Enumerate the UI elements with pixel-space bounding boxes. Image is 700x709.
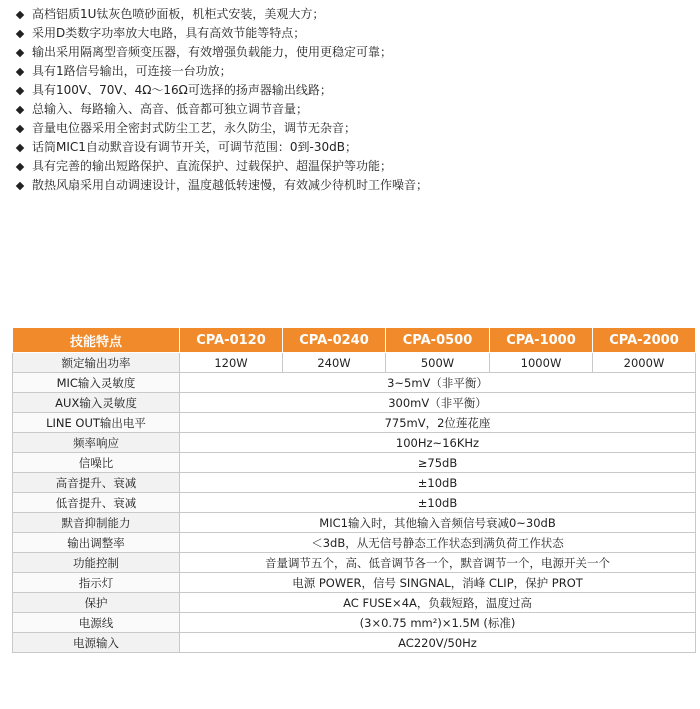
diamond-bullet-icon — [16, 67, 24, 75]
spec-label: 保护 — [13, 593, 180, 613]
table-row — [13, 413, 696, 433]
spec-value: 100Hz~16KHz — [180, 433, 696, 453]
spec-value: MIC1输入时，其他输入音频信号衰减0~30dB — [180, 513, 696, 533]
diamond-bullet-icon — [16, 124, 24, 132]
feature-item — [15, 138, 695, 157]
spec-value: ＜3dB，从无信号静态工作状态到满负荷工作状态 — [180, 533, 696, 553]
model-header: CPA-2000 — [593, 328, 696, 353]
diamond-bullet-icon — [16, 143, 24, 151]
spec-label: 额定输出功率 — [13, 353, 180, 373]
spec-value: AC FUSE×4A，负载短路，温度过高 — [180, 593, 696, 613]
spec-label: 电源线 — [13, 613, 180, 633]
spec-label: 功能控制 — [13, 553, 180, 573]
feature-item — [15, 5, 695, 24]
table-row — [13, 573, 696, 593]
table-row — [13, 433, 696, 453]
table-row — [13, 473, 696, 493]
feature-text: 输出采用隔离型音频变压器，有效增强负载能力，使用更稳定可靠； — [32, 45, 393, 59]
diamond-bullet-icon — [16, 105, 24, 113]
spec-value: 音量调节五个，高、低音调节各一个，默音调节一个，电源开关一个 — [180, 553, 696, 573]
power-value: 500W — [386, 353, 490, 373]
power-value: 240W — [283, 353, 386, 373]
feature-text: 总输入、每路输入、高音、低音都可独立调节音量； — [32, 102, 309, 116]
table-row — [13, 393, 696, 413]
feature-item — [15, 119, 695, 138]
power-value: 1000W — [490, 353, 593, 373]
spec-label: 频率响应 — [13, 433, 180, 453]
spec-value: AC220V/50Hz — [180, 633, 696, 653]
spec-header-row — [13, 328, 696, 353]
diamond-bullet-icon — [16, 86, 24, 94]
model-header: CPA-1000 — [490, 328, 593, 353]
feature-item — [15, 157, 695, 176]
spec-value: 电源 POWER，信号 SINGNAL，消峰 CLIP，保护 PROT — [180, 573, 696, 593]
spec-label: 指示灯 — [13, 573, 180, 593]
table-row — [13, 353, 696, 373]
spec-table — [12, 327, 696, 653]
power-value: 120W — [180, 353, 283, 373]
model-header: CPA-0120 — [180, 328, 283, 353]
spec-label: LINE OUT输出电平 — [13, 413, 180, 433]
diamond-bullet-icon — [16, 181, 24, 189]
feature-text: 散热风扇采用自动调速设计，温度越低转速慢，有效减少待机时工作噪音； — [32, 178, 429, 192]
feature-text: 具有100V、70V、4Ω～16Ω可选择的扬声器输出线路； — [32, 83, 332, 97]
feature-item — [15, 176, 695, 195]
feature-text: 采用D类数字功率放大电路，具有高效节能等特点； — [32, 26, 306, 40]
spec-label: 默音抑制能力 — [13, 513, 180, 533]
feature-item — [15, 24, 695, 43]
table-row — [13, 553, 696, 573]
model-header: CPA-0500 — [386, 328, 490, 353]
spec-label: 低音提升、衰减 — [13, 493, 180, 513]
feature-text: 高档铝质1U钛灰色喷砂面板，机柜式安装，美观大方； — [32, 7, 325, 21]
spec-label: 信噪比 — [13, 453, 180, 473]
table-row — [13, 633, 696, 653]
table-row — [13, 613, 696, 633]
feature-item — [15, 81, 695, 100]
table-row — [13, 593, 696, 613]
diamond-bullet-icon — [16, 10, 24, 18]
diamond-bullet-icon — [16, 162, 24, 170]
table-row — [13, 373, 696, 393]
table-row — [13, 533, 696, 553]
spec-value: 300mV（非平衡） — [180, 393, 696, 413]
diamond-bullet-icon — [16, 48, 24, 56]
spec-value: ±10dB — [180, 493, 696, 513]
feature-item — [15, 62, 695, 81]
table-row — [13, 493, 696, 513]
feature-list — [15, 5, 695, 195]
feature-text: 具有完善的输出短路保护、直流保护、过载保护、超温保护等功能； — [32, 159, 393, 173]
spec-value: ±10dB — [180, 473, 696, 493]
spec-label: 高音提升、衰减 — [13, 473, 180, 493]
spec-label: 输出调整率 — [13, 533, 180, 553]
spec-value: (3×0.75 mm²)×1.5M (标准) — [180, 613, 696, 633]
spec-value: 3~5mV（非平衡） — [180, 373, 696, 393]
spec-label: 电源输入 — [13, 633, 180, 653]
feature-text: 话筒MIC1自动默音设有调节开关，可调节范围：0到-30dB； — [32, 140, 357, 154]
spec-label: MIC输入灵敏度 — [13, 373, 180, 393]
table-row — [13, 513, 696, 533]
feature-text: 具有1路信号输出，可连接一台功放； — [32, 64, 232, 78]
table-row — [13, 453, 696, 473]
diamond-bullet-icon — [16, 29, 24, 37]
spec-label: AUX输入灵敏度 — [13, 393, 180, 413]
feature-item — [15, 100, 695, 119]
feature-item — [15, 43, 695, 62]
spec-value: ≥75dB — [180, 453, 696, 473]
spec-header-label: 技能特点 — [13, 328, 180, 353]
spec-value: 775mV，2位莲花座 — [180, 413, 696, 433]
power-value: 2000W — [593, 353, 696, 373]
model-header: CPA-0240 — [283, 328, 386, 353]
feature-text: 音量电位器采用全密封式防尘工艺，永久防尘，调节无杂音； — [32, 121, 357, 135]
